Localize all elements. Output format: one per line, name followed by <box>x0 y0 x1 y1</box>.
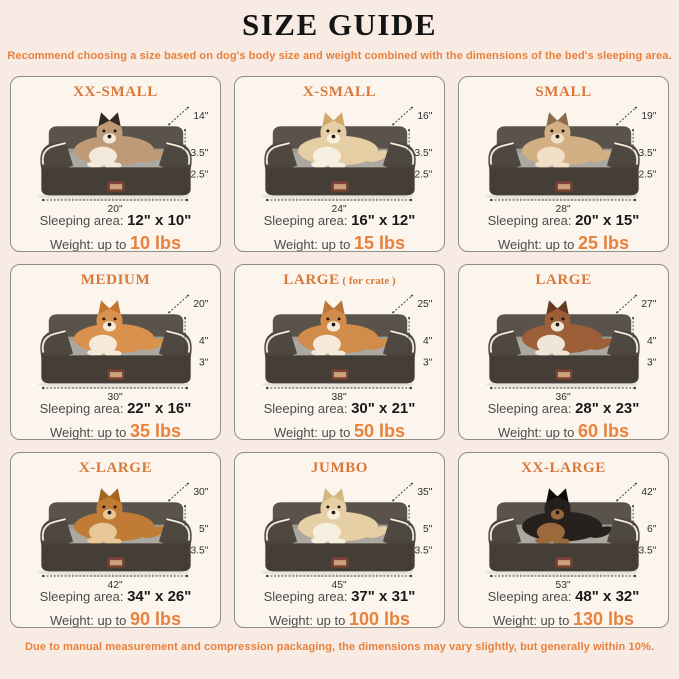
dog-bed-image <box>18 102 214 214</box>
base-height-label: 3.5" <box>414 545 432 557</box>
sleeping-area-line <box>459 399 668 419</box>
weight-value: 90 lbs <box>129 608 182 629</box>
size-title-text: LARGE <box>535 272 592 289</box>
weight-line <box>11 608 220 629</box>
weight-value: 130 lbs <box>572 608 635 629</box>
page-title: SIZE GUIDE <box>241 7 438 42</box>
sleeping-area-label: Sleeping area: <box>487 589 572 605</box>
size-title-text: XX-SMALL <box>73 84 158 101</box>
size-title-text: JUMBO <box>310 460 369 477</box>
size-card <box>234 452 445 628</box>
size-card <box>458 264 669 440</box>
width-label: 45" <box>331 580 347 591</box>
weight-line <box>459 608 668 629</box>
sleeping-area-value: 37" x 31" <box>351 588 416 606</box>
size-card <box>10 264 221 440</box>
weight-label: Weight: <box>497 424 542 440</box>
width-label: 42" <box>107 580 123 591</box>
bolster-height-label: 6" <box>646 524 656 536</box>
depth-label: 42" <box>640 486 656 498</box>
dog-bed-image <box>466 290 662 402</box>
weight-value: 60 lbs <box>577 420 630 441</box>
up-to-label: up to <box>545 236 575 252</box>
width-label: 24" <box>331 204 347 215</box>
size-title-suffix: ( for crate ) <box>339 275 396 288</box>
weight-value: 35 lbs <box>129 420 182 441</box>
sleeping-area-label: Sleeping area: <box>39 589 124 605</box>
weight-value: 25 lbs <box>577 232 630 253</box>
sleeping-area-label: Sleeping area: <box>487 401 572 417</box>
bolster-height-label: 5" <box>198 524 208 536</box>
dog-bed-image <box>466 102 662 214</box>
up-to-label: up to <box>97 236 127 252</box>
size-title <box>11 460 220 477</box>
sleeping-area-line <box>11 399 220 419</box>
weight-line <box>235 608 444 629</box>
size-card <box>10 76 221 252</box>
up-to-label: up to <box>97 612 127 628</box>
dog-bed-image <box>242 290 438 402</box>
weight-label: Weight: <box>49 612 94 628</box>
weight-label: Weight: <box>49 236 94 252</box>
sleeping-area-line <box>459 211 668 231</box>
sleeping-area-line <box>235 211 444 231</box>
size-title-text: LARGE <box>283 272 340 289</box>
up-to-label: up to <box>97 424 127 440</box>
depth-label: 35" <box>416 486 432 498</box>
size-title-text: MEDIUM <box>80 272 151 289</box>
width-label: 38" <box>331 392 347 403</box>
size-card <box>458 76 669 252</box>
width-label: 28" <box>555 204 571 215</box>
up-to-label: up to <box>540 612 570 628</box>
size-card <box>458 452 669 628</box>
weight-label: Weight: <box>492 612 537 628</box>
page-subtitle: Recommend choosing a size based on dog's body size and weight combined with the dimensions of the bed's sleeping area. <box>7 50 672 63</box>
depth-label: 14" <box>192 110 208 122</box>
weight-label: Weight: <box>273 424 318 440</box>
bolster-height-label: 5" <box>422 524 432 536</box>
weight-line <box>11 420 220 441</box>
up-to-label: up to <box>321 424 351 440</box>
sleeping-area-label: Sleeping area: <box>487 213 572 229</box>
dog-bed-image <box>18 290 214 402</box>
page-header <box>0 0 679 62</box>
bolster-height-label: 3.5" <box>638 148 656 160</box>
weight-label: Weight: <box>273 236 318 252</box>
page-footnote: Due to manual measurement and compression packaging, the dimensions may vary slightly, but generally within 10%. <box>25 641 654 654</box>
base-height-label: 3.5" <box>638 545 656 557</box>
weight-line <box>11 232 220 253</box>
width-label: 36" <box>555 392 571 403</box>
base-height-label: 2.5" <box>638 169 656 181</box>
depth-label: 19" <box>640 110 656 122</box>
base-height-label: 3" <box>422 357 432 369</box>
bolster-height-label: 4" <box>646 336 656 348</box>
weight-label: Weight: <box>49 424 94 440</box>
sleeping-area-value: 34" x 26" <box>127 588 192 606</box>
weight-value: 15 lbs <box>353 232 406 253</box>
size-title <box>235 460 444 477</box>
sleeping-area-line <box>11 211 220 231</box>
weight-value: 50 lbs <box>353 420 406 441</box>
base-height-label: 2.5" <box>190 169 208 181</box>
width-label: 53" <box>555 580 571 591</box>
size-title <box>235 84 444 101</box>
weight-line <box>235 420 444 441</box>
size-card <box>234 76 445 252</box>
size-title <box>11 272 220 289</box>
dog-bed-image <box>242 478 438 590</box>
depth-label: 25" <box>416 298 432 310</box>
sleeping-area-value: 30" x 21" <box>351 400 416 418</box>
weight-label: Weight: <box>268 612 313 628</box>
size-title <box>459 272 668 289</box>
width-label: 30" <box>107 392 123 403</box>
size-title-text: X-LARGE <box>78 460 153 477</box>
width-label: 20" <box>107 204 123 215</box>
base-height-label: 3" <box>198 357 208 369</box>
dog-bed-image <box>466 478 662 590</box>
size-title-text: SMALL <box>535 84 592 101</box>
weight-line <box>459 232 668 253</box>
bolster-height-label: 4" <box>422 336 432 348</box>
dog-bed-image <box>242 102 438 214</box>
size-title <box>459 84 668 101</box>
size-title <box>459 460 668 477</box>
size-title-text: X-SMALL <box>302 84 377 101</box>
sleeping-area-value: 20" x 15" <box>575 212 640 230</box>
sleeping-area-label: Sleeping area: <box>39 401 124 417</box>
sleeping-area-line <box>459 587 668 607</box>
up-to-label: up to <box>321 236 351 252</box>
weight-value: 100 lbs <box>348 608 411 629</box>
weight-value: 10 lbs <box>129 232 182 253</box>
base-height-label: 3.5" <box>190 545 208 557</box>
depth-label: 16" <box>416 110 432 122</box>
sleeping-area-line <box>235 587 444 607</box>
sleeping-area-value: 16" x 12" <box>351 212 416 230</box>
size-card <box>10 452 221 628</box>
size-title <box>11 84 220 101</box>
sleeping-area-value: 48" x 32" <box>575 588 640 606</box>
sleeping-area-label: Sleeping area: <box>39 213 124 229</box>
size-title-text: XX-LARGE <box>521 460 606 477</box>
weight-line <box>459 420 668 441</box>
sleeping-area-label: Sleeping area: <box>263 401 348 417</box>
size-card <box>234 264 445 440</box>
size-grid <box>10 76 669 628</box>
sleeping-area-value: 12" x 10" <box>127 212 192 230</box>
sleeping-area-value: 28" x 23" <box>575 400 640 418</box>
up-to-label: up to <box>545 424 575 440</box>
sleeping-area-line <box>235 399 444 419</box>
size-title <box>235 272 444 289</box>
bolster-height-label: 3.5" <box>190 148 208 160</box>
up-to-label: up to <box>316 612 346 628</box>
sleeping-area-label: Sleeping area: <box>263 589 348 605</box>
depth-label: 30" <box>192 486 208 498</box>
depth-label: 27" <box>640 298 656 310</box>
base-height-label: 2.5" <box>414 169 432 181</box>
sleeping-area-line <box>11 587 220 607</box>
bolster-height-label: 3.5" <box>414 148 432 160</box>
sleeping-area-value: 22" x 16" <box>127 400 192 418</box>
base-height-label: 3" <box>646 357 656 369</box>
sleeping-area-label: Sleeping area: <box>263 213 348 229</box>
weight-label: Weight: <box>497 236 542 252</box>
dog-bed-image <box>18 478 214 590</box>
bolster-height-label: 4" <box>198 336 208 348</box>
depth-label: 20" <box>192 298 208 310</box>
weight-line <box>235 232 444 253</box>
